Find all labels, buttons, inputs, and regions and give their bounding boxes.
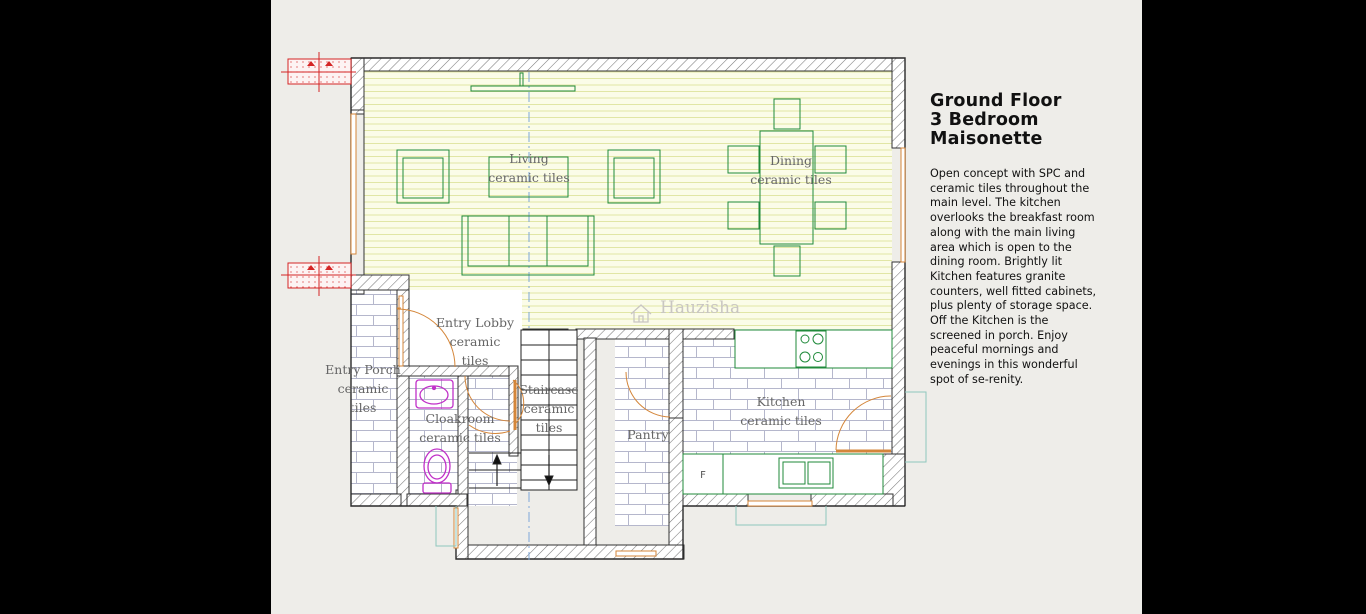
entry-lobby-label-name: Entry Lobby (435, 315, 515, 330)
dining-label-finish: ceramic tiles (750, 172, 832, 187)
plan-title-line-2: 3 Bedroom (930, 110, 1039, 130)
pillar-markers (281, 52, 356, 296)
plan-title-line-3: Maisonette (930, 129, 1043, 149)
watermark-text: Hauzisha (660, 298, 741, 318)
staircase-label-finish-2: tiles (535, 420, 563, 435)
entry-porch-label-finish: ceramic (337, 381, 389, 396)
entry-lobby-label-finish-2: tiles (461, 353, 489, 368)
entry-lobby-label-finish: ceramic (449, 334, 501, 349)
entry-porch-label-finish-2: tiles (349, 400, 377, 415)
living-label-name: Living (509, 151, 549, 166)
floor-plan-sheet (271, 0, 1142, 614)
kitchen-label-name: Kitchen (756, 394, 806, 409)
plan-title-line-1: Ground Floor (930, 91, 1062, 111)
kitchen-label-finish: ceramic tiles (740, 413, 822, 428)
fridge-label: F (700, 470, 706, 481)
cloakroom-label-finish: ceramic tiles (419, 430, 501, 445)
entry-porch-floor (351, 290, 397, 506)
plan-description: Open concept with SPC and ceramic tiles throughout the main level. The kitchen overlooks the breakfast room along with the main living area which is open to the dining room. Brightly lit Kitchen features granite counters, well fitted cabinets, plus plenty of storage space. Off the Kitchen is the screened in porch. Enjoy peaceful mornings and evenings in this wonderful spot of se-renity. (930, 167, 1097, 386)
plan-title (930, 92, 1100, 149)
living-label-finish: ceramic tiles (488, 170, 570, 185)
cloakroom-label-name: Cloakroom (425, 411, 495, 426)
staircase-label-name: Staircase (519, 382, 579, 397)
pantry-label: Pantry (627, 427, 669, 442)
description-panel (930, 92, 1100, 388)
entry-porch-label-name: Entry Porch (325, 362, 401, 377)
staircase-label-finish: ceramic (523, 401, 575, 416)
entry-lobby-floor (397, 290, 522, 370)
dining-label-name: Dining (769, 153, 813, 168)
